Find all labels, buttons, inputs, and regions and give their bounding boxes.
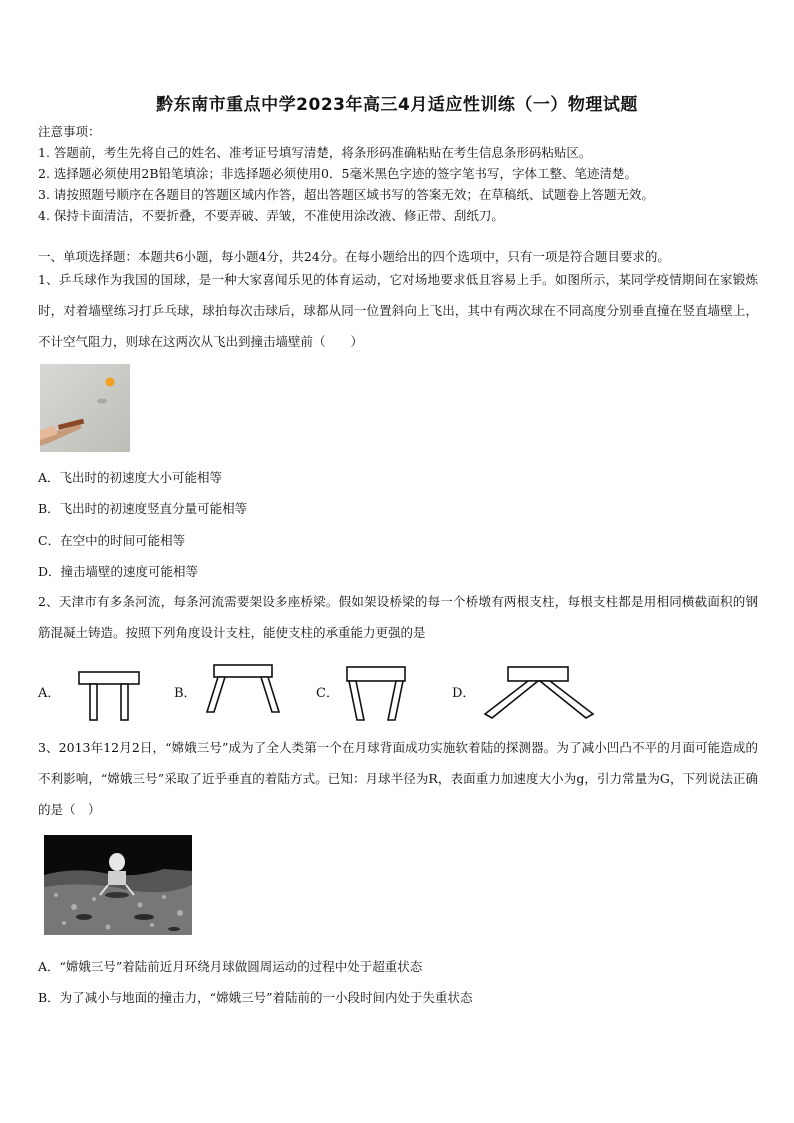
question-1-stem: 1、乒乓球作为我国的国球，是一种大家喜闻乐见的体育运动，它对场地要求低且容易上手。如图所示，某同学疫情期间在家锻炼时，对着墙壁练习打乒乓球，球拍每次击球后，球都从同一位置斜向上飞出，其中有两次球在不同高度分别垂直撞在竖直墙壁上，不计空气阻力，则球在这两次从飞出到撞击墙壁前（ ） [38,272,758,349]
option-a: A．飞出时的初速度大小可能相等 [38,470,223,485]
notice-heading: 注意事项： [38,124,101,139]
lunar-lander-photo [44,835,192,935]
pingpong-photo [40,364,130,452]
notice-item: 1. 答题前，考生先将自己的姓名、准考证号填写清楚，将条形码准确粘贴在考生信息条形码粘贴区。 [38,145,592,160]
choice-label-d: D． [452,686,476,701]
section-heading: 一、单项选择题：本题共6小题，每小题4分，共24分。在每小题给出的四个选项中，只有一项是符合题目要求的。 [38,249,670,264]
notice-item: 4. 保持卡面清洁，不要折叠，不要弄破、弄皱，不准使用涂改液、修正带、刮纸刀。 [38,208,504,223]
option-b: B．飞出时的初速度竖直分量可能相等 [38,501,248,516]
option-a: A．“嫦娥三号”着陆前近月环绕月球做圆周运动的过程中处于超重状态 [38,959,423,974]
notice-item: 2. 选择题必须使用2B铅笔填涂；非选择题必须使用0．5毫米黑色字迹的签字笔书写，字体工整、笔迹清楚。 [38,166,637,181]
option-b: B．为了减小与地面的撞击力，“嫦娥三号”着陆前的一小段时间内处于失重状态 [38,990,473,1005]
question-2-stem: 2、天津市有多条河流，每条河流需要架设多座桥梁。假如架设桥梁的每一个桥墩有两根支柱，每根支柱都是用相同横截面积的钢筋混凝土铸造。按照下列角度设计支柱，能使支柱的承重能力更强的是 [38,594,758,640]
question-3-stem: 3、2013年12月2日，“嫦娥三号”成为了全人类第一个在月球背面成功实施软着陆的探测器。为了减小凹凸不平的月面可能造成的不利影响，“嫦娥三号”采取了近乎垂直的着陆方式。已知：月球半径为R，表面重力加速度大小为g，引力常量为G，下列说法正确的是（ ） [38,740,758,817]
pillar-diagram-c [344,666,408,722]
option-d: D．撞击墙壁的速度可能相等 [38,564,199,579]
option-c: C．在空中的时间可能相等 [38,533,186,548]
choice-label-a: A． [38,686,61,701]
notice-item: 3. 请按照题号顺序在各题目的答题区域内作答，超出答题区域书写的答案无效；在草稿纸、试题卷上答题无效。 [38,187,654,202]
pillar-diagram-b [206,664,280,716]
pillar-diagram-d [484,666,594,722]
choice-label-b: B． [174,686,197,701]
page-title: 黔东南市重点中学2023年高三4月适应性训练（一）物理试题 [156,95,638,115]
choice-label-c: C． [316,686,339,701]
pillar-diagram-a [78,671,140,723]
